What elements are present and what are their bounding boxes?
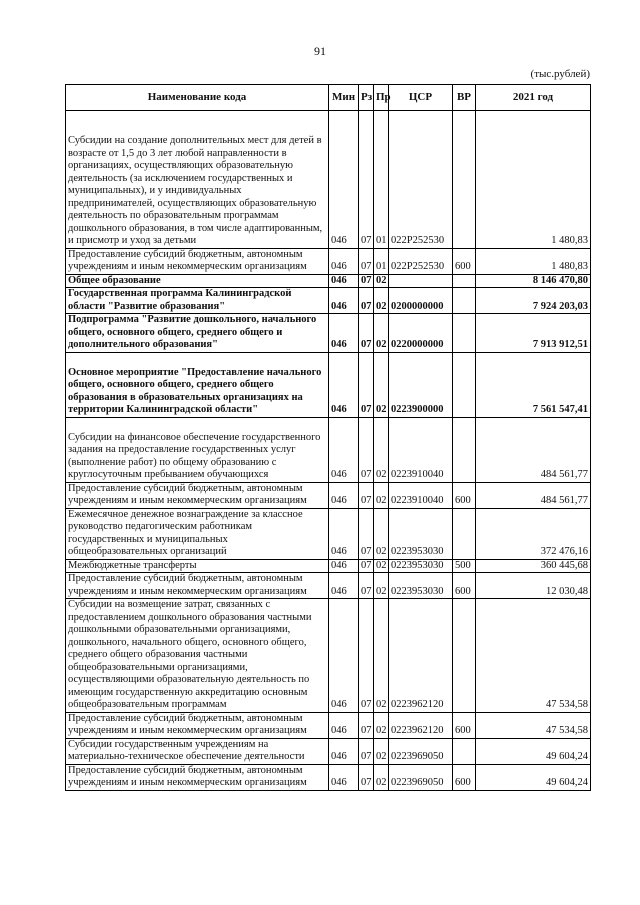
header-csr: ЦСР (389, 85, 453, 111)
table-row (66, 288, 591, 314)
table-row (66, 482, 591, 508)
row-csr: 022P252530 (389, 248, 453, 274)
row-rz: 07 (359, 417, 374, 482)
row-vr (453, 314, 476, 353)
row-vr: 500 (453, 559, 476, 573)
row-sum: 360 445,68 (476, 559, 591, 573)
header-min: Мин (329, 85, 359, 111)
header-row (66, 85, 591, 111)
table-row (66, 314, 591, 353)
row-sum: 49 604,24 (476, 738, 591, 764)
row-csr: 0223969050 (389, 738, 453, 764)
row-csr: 0223910040 (389, 417, 453, 482)
row-name: Подпрограмма "Развитие дошкольного, начального общего, основного общего, среднего общего и дополнительного образования" (66, 314, 329, 353)
row-name: Субсидии государственным учреждениям на материально-техническое обеспечение деятельности (66, 738, 329, 764)
row-pr: 02 (374, 508, 389, 559)
row-vr (453, 508, 476, 559)
row-vr: 600 (453, 482, 476, 508)
row-pr: 02 (374, 712, 389, 738)
row-sum: 7 561 547,41 (476, 352, 591, 417)
row-sum: 49 604,24 (476, 764, 591, 790)
row-min: 046 (329, 314, 359, 353)
row-rz: 07 (359, 712, 374, 738)
row-pr: 02 (374, 482, 389, 508)
row-min: 046 (329, 712, 359, 738)
page-number: 91 (314, 44, 326, 58)
row-sum: 12 030,48 (476, 573, 591, 599)
row-rz: 07 (359, 559, 374, 573)
table-row (66, 573, 591, 599)
row-pr: 02 (374, 764, 389, 790)
row-pr: 02 (374, 274, 389, 288)
row-pr: 01 (374, 111, 389, 249)
row-rz: 07 (359, 573, 374, 599)
row-csr: 0223900000 (389, 352, 453, 417)
row-min: 046 (329, 352, 359, 417)
row-sum: 47 534,58 (476, 599, 591, 713)
row-min: 046 (329, 738, 359, 764)
header-pr: Пр (374, 85, 389, 111)
row-vr: 600 (453, 712, 476, 738)
header-year: 2021 год (476, 85, 591, 111)
header-rz: Рз (359, 85, 374, 111)
row-sum: 484 561,77 (476, 482, 591, 508)
row-min: 046 (329, 573, 359, 599)
row-csr: 0223953030 (389, 508, 453, 559)
row-name: Субсидии на финансовое обеспечение государственного задания на предоставление государственных услуг (выполнение работ) по общему образованию с круглосуточным пребыванием обучающихся (68, 431, 321, 480)
row-min: 046 (329, 288, 359, 314)
row-csr: 0223953030 (389, 573, 453, 599)
table-row (66, 738, 591, 764)
row-name: Общее образование (66, 274, 329, 288)
header-name: Наименование кода (66, 85, 329, 111)
table-row (66, 559, 591, 573)
row-vr (453, 111, 476, 249)
row-min: 046 (329, 508, 359, 559)
row-rz: 07 (359, 508, 374, 559)
row-sum: 1 480,83 (476, 248, 591, 274)
row-min: 046 (329, 482, 359, 508)
row-name: Ежемесячное денежное вознаграждение за классное руководство педагогическим работникам государственных и муниципальных общеобразовательных организаций (66, 508, 329, 559)
row-name: Предоставление субсидий бюджетным, автономным учреждениям и иным некоммерческим организациям (66, 573, 329, 599)
row-pr: 02 (374, 738, 389, 764)
row-vr (453, 738, 476, 764)
row-min: 046 (329, 111, 359, 249)
row-vr (453, 599, 476, 713)
row-pr: 02 (374, 314, 389, 353)
row-csr: 022P252530 (389, 111, 453, 249)
row-name: Межбюджетные трансферты (66, 559, 329, 573)
table-row (66, 111, 591, 249)
row-pr: 02 (374, 559, 389, 573)
row-pr: 02 (374, 599, 389, 713)
row-rz: 07 (359, 314, 374, 353)
row-min: 046 (329, 248, 359, 274)
row-rz: 07 (359, 288, 374, 314)
row-min: 046 (329, 599, 359, 713)
row-sum: 372 476,16 (476, 508, 591, 559)
row-csr: 0223962120 (389, 599, 453, 713)
table-row (66, 352, 591, 417)
row-csr: 0223910040 (389, 482, 453, 508)
row-rz: 07 (359, 111, 374, 249)
row-rz: 07 (359, 248, 374, 274)
table-row (66, 508, 591, 559)
row-name: Субсидии на создание дополнительных мест для детей в возрасте от 1,5 до 3 лет любой направленности в организациях, осуществляющих образовательную деятельность (за исключением государственных и муниципальных), и у индивидуальных предпринимателей, осуществляющих образовательную деятельность по образовательным программам дошкольного образования, в том числе адаптированным, и присмотр и уход за детьми (68, 135, 323, 246)
row-vr (453, 274, 476, 288)
row-vr: 600 (453, 573, 476, 599)
row-name: Предоставление субсидий бюджетным, автономным учреждениям и иным некоммерческим организациям (66, 764, 329, 790)
table-row (66, 417, 591, 482)
row-vr: 600 (453, 248, 476, 274)
table-row (66, 248, 591, 274)
row-name: Предоставление субсидий бюджетным, автономным учреждениям и иным некоммерческим организациям (66, 712, 329, 738)
row-sum: 8 146 470,80 (476, 274, 591, 288)
row-pr: 02 (374, 417, 389, 482)
row-vr (453, 417, 476, 482)
row-csr: 0200000000 (389, 288, 453, 314)
row-name: Предоставление субсидий бюджетным, автономным учреждениям и иным некоммерческим организациям (66, 482, 329, 508)
row-csr: 0220000000 (389, 314, 453, 353)
row-sum: 7 924 203,03 (476, 288, 591, 314)
row-pr: 01 (374, 248, 389, 274)
row-rz: 07 (359, 764, 374, 790)
row-name: Субсидии на возмещение затрат, связанных с предоставлением дошкольного образования частными дошкольными образовательными организациями, дошкольного, начального общего, основного общего, среднего общего образования частными общеобразовательными организациями, осуществляющими образовательную деятельность по имеющим государственную аккредитацию основным общеобразовательным программам (66, 599, 329, 713)
row-rz: 07 (359, 352, 374, 417)
row-name: Государственная программа Калининградской области "Развитие образования" (66, 288, 329, 314)
row-min: 046 (329, 764, 359, 790)
row-vr (453, 288, 476, 314)
table-row (66, 764, 591, 790)
row-sum: 484 561,77 (476, 417, 591, 482)
row-sum: 47 534,58 (476, 712, 591, 738)
row-rz: 07 (359, 599, 374, 713)
row-rz: 07 (359, 482, 374, 508)
row-vr (453, 352, 476, 417)
row-pr: 02 (374, 288, 389, 314)
row-csr: 0223969050 (389, 764, 453, 790)
row-pr: 02 (374, 573, 389, 599)
units-label: (тыс.рублей) (530, 68, 590, 80)
row-csr: 0223962120 (389, 712, 453, 738)
row-rz: 07 (359, 738, 374, 764)
table-row (66, 274, 591, 288)
row-rz: 07 (359, 274, 374, 288)
row-min: 046 (329, 559, 359, 573)
row-csr: 0223953030 (389, 559, 453, 573)
header-vr: ВР (453, 85, 476, 111)
row-pr: 02 (374, 352, 389, 417)
row-name: Предоставление субсидий бюджетным, автономным учреждениям и иным некоммерческим организациям (66, 248, 329, 274)
row-csr (389, 274, 453, 288)
table-row (66, 712, 591, 738)
row-min: 046 (329, 274, 359, 288)
row-min: 046 (329, 417, 359, 482)
row-sum: 1 480,83 (476, 111, 591, 249)
row-name: Основное мероприятие "Предоставление начального общего, основного общего, среднего общего образования в образовательных организациях на территории Калининградской области" (68, 366, 322, 415)
budget-table (65, 84, 591, 791)
row-vr: 600 (453, 764, 476, 790)
row-sum: 7 913 912,51 (476, 314, 591, 353)
table-row (66, 599, 591, 713)
